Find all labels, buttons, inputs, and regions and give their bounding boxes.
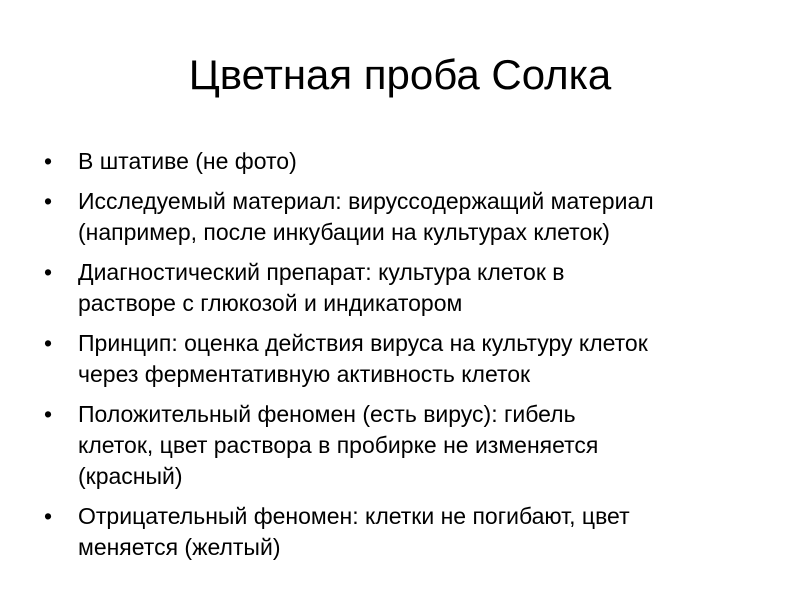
bullet-icon: • — [44, 401, 53, 427]
list-item — [40, 186, 760, 248]
slide-title: Цветная проба Солка — [188, 51, 612, 98]
bullet-text-line: Диагностический препарат: культура клеток в — [78, 259, 565, 285]
bullet-text-line: (красный) — [78, 463, 183, 489]
bullet-text-line: Отрицательный феномен: клетки не погибают, цвет — [78, 503, 630, 529]
bullet-list — [40, 146, 760, 572]
list-item — [40, 501, 760, 563]
bullet-text-line: клеток, цвет раствора в пробирке не изменяется — [78, 432, 599, 458]
list-item — [40, 146, 760, 177]
bullet-text-line: Положительный феномен (есть вирус): гибель — [78, 401, 576, 427]
bullet-text-line: Принцип: оценка действия вируса на культуру клеток — [78, 330, 648, 356]
bullet-text-line: В штативе (не фото) — [78, 148, 297, 174]
bullet-icon: • — [44, 503, 53, 529]
bullet-icon: • — [44, 330, 53, 356]
bullet-text-line: растворе с глюкозой и индикатором — [78, 290, 463, 316]
bullet-icon: • — [44, 259, 53, 285]
bullet-text-line: через ферментативную активность клеток — [78, 361, 531, 387]
bullet-text-line: Исследуемый материал: вируссодержащий материал — [78, 188, 654, 214]
bullet-text-line: (например, после инкубации на культурах клеток) — [78, 219, 610, 245]
list-item — [40, 257, 760, 319]
bullet-icon: • — [44, 188, 53, 214]
bullet-text-line: меняется (желтый) — [78, 534, 281, 560]
list-item — [40, 399, 760, 492]
list-item — [40, 328, 760, 390]
bullet-icon: • — [44, 148, 53, 174]
